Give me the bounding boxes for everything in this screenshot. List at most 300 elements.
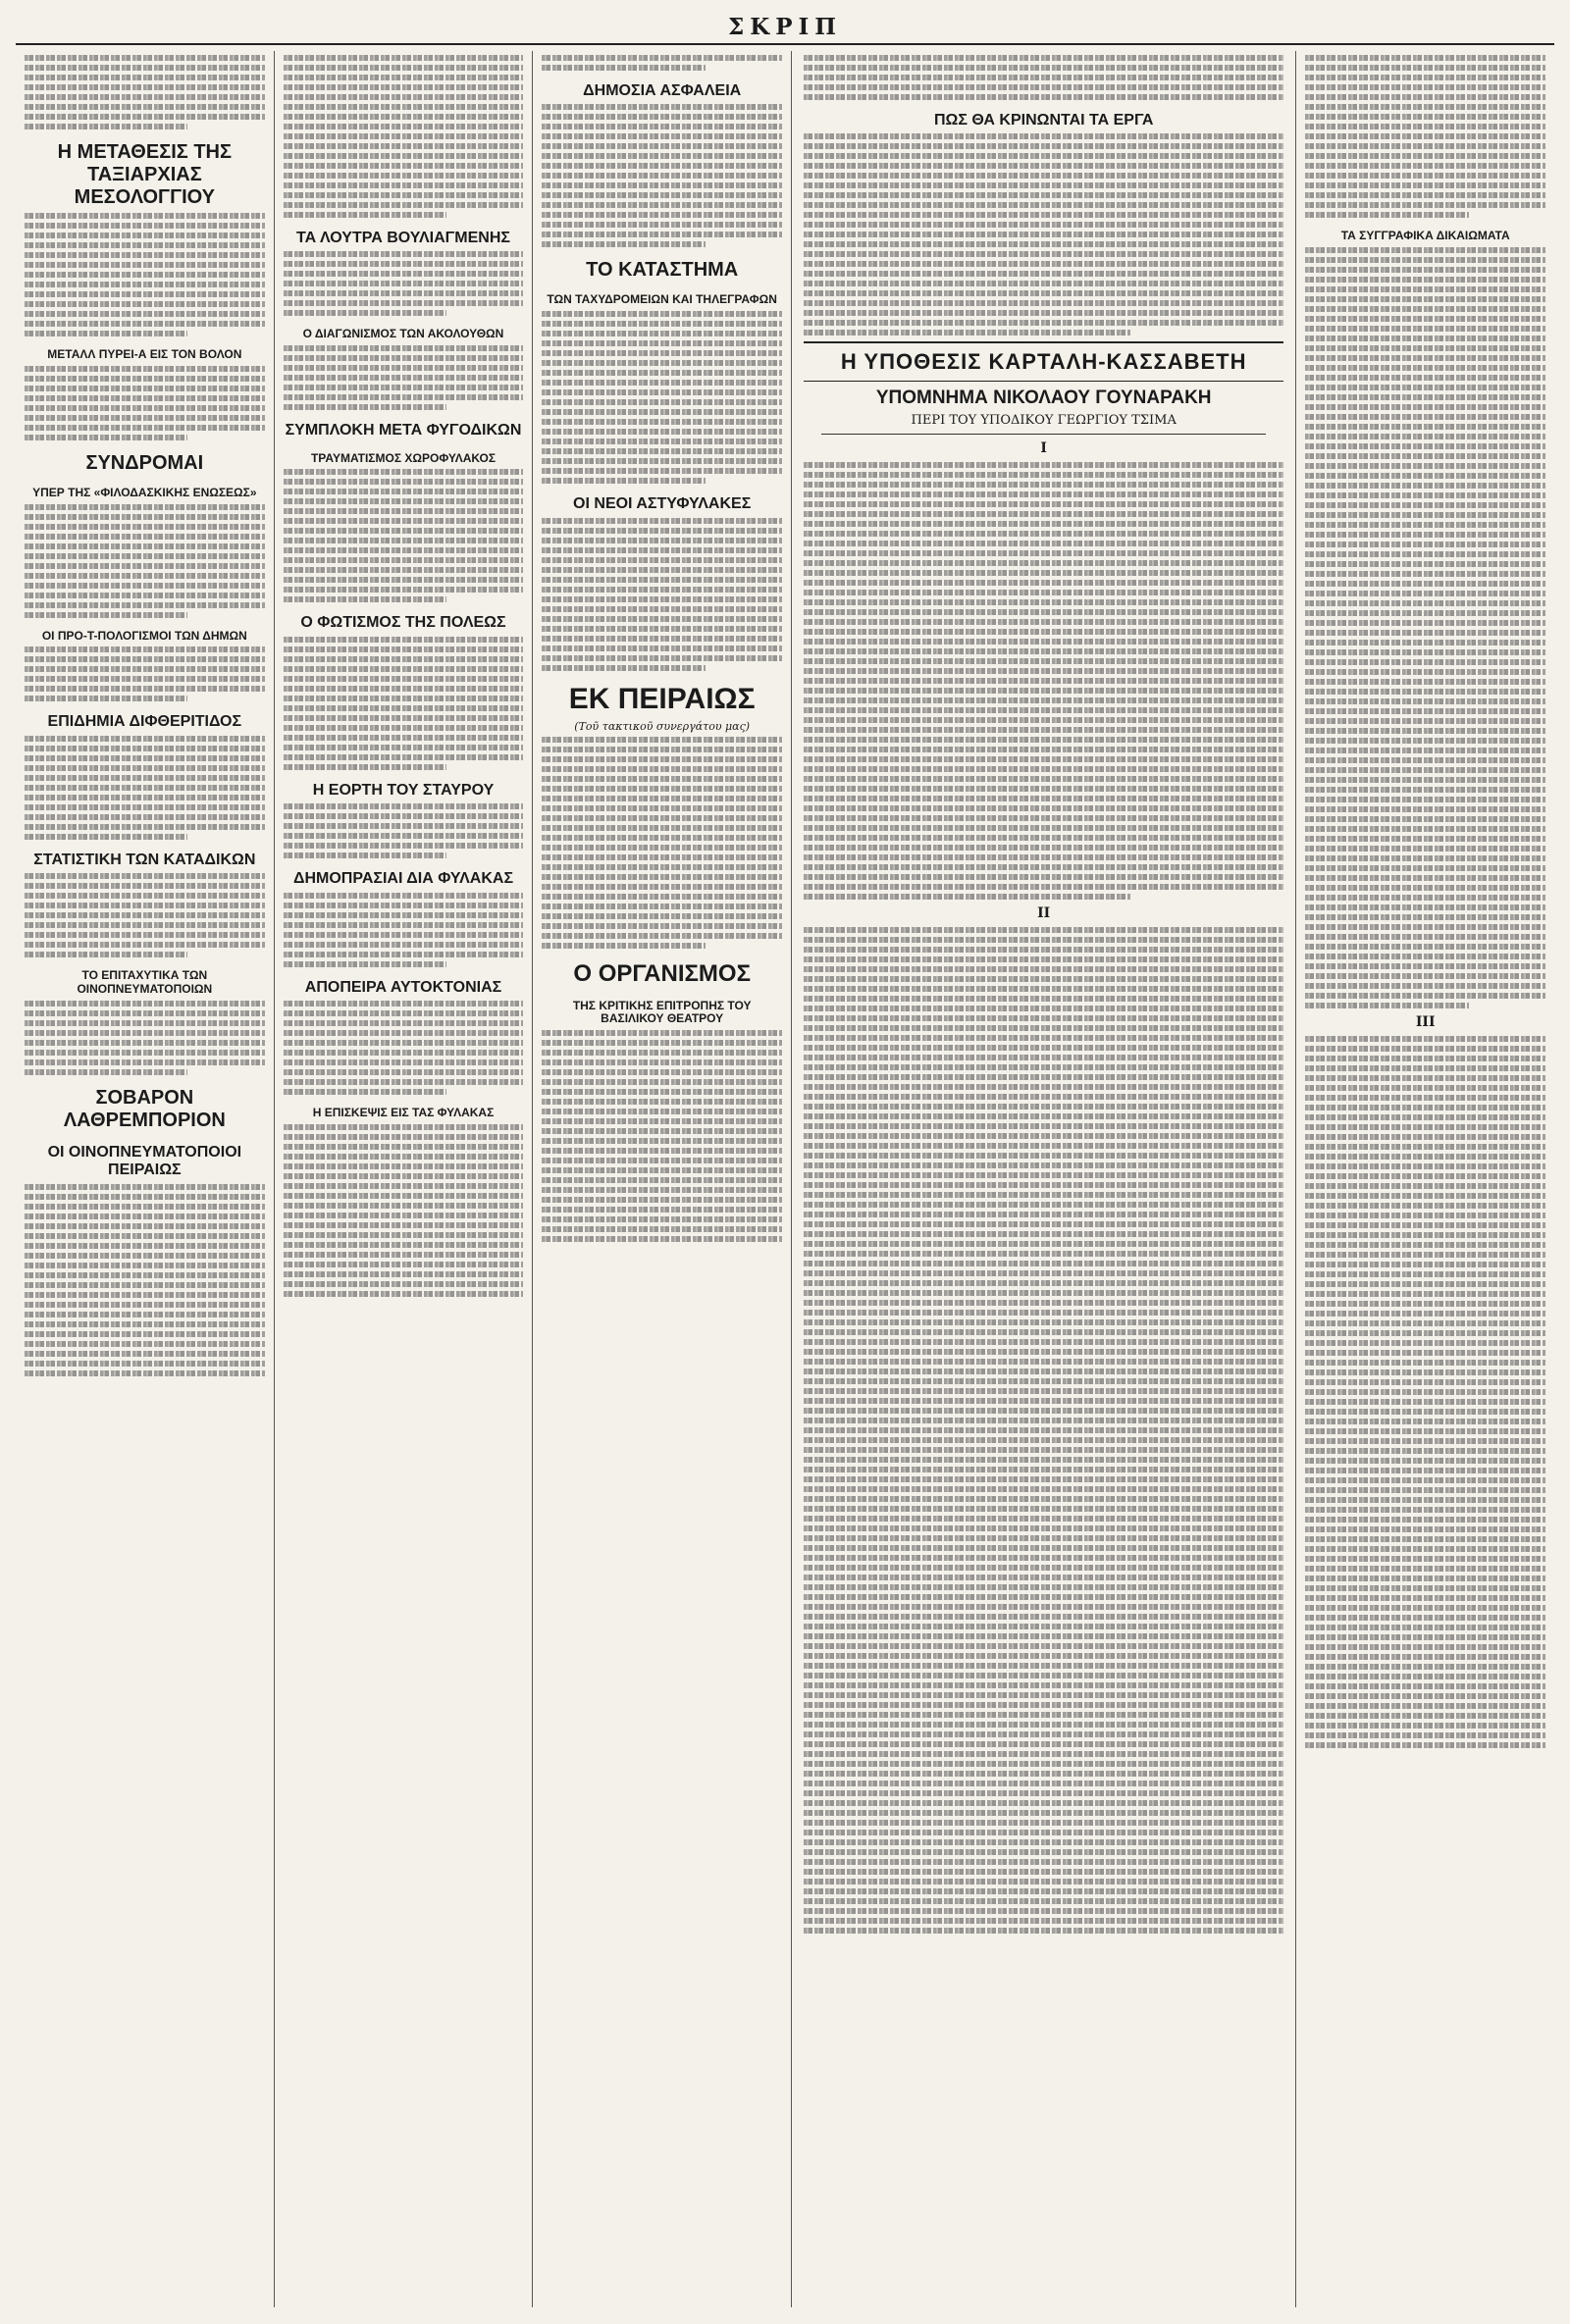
text-line <box>284 1124 524 1130</box>
text-line <box>1305 1281 1545 1287</box>
text-line <box>804 1074 1283 1080</box>
headline: ΜΕΤΑΛΛ ΠΥΡΕΙ-Α ΕΙΣ ΤΟΝ ΒΟΛΟΝ <box>47 347 242 361</box>
text-line <box>804 1751 1283 1757</box>
text-line <box>1305 1409 1545 1415</box>
text-line <box>542 606 782 612</box>
text-line <box>1305 787 1545 793</box>
text-line <box>25 612 187 618</box>
text-line <box>1305 836 1545 842</box>
text-line <box>542 776 782 782</box>
text-line <box>1305 649 1545 655</box>
text-line <box>1305 1536 1545 1542</box>
text-line <box>284 1059 524 1065</box>
headline: ΣΟΒΑΡΟΝ ΛΑΘΡΕΜΠΟΡΙΟΝ <box>63 1086 226 1131</box>
text-line <box>804 766 1283 772</box>
text-line <box>25 1010 265 1016</box>
text-line <box>542 1216 782 1222</box>
text-line <box>1305 1742 1545 1748</box>
text-line <box>284 656 524 662</box>
text-line <box>1305 1271 1545 1277</box>
text-line <box>25 1204 265 1210</box>
text-line <box>542 241 705 247</box>
text-line <box>25 301 265 307</box>
text-line <box>804 84 1283 90</box>
text-line <box>1305 1723 1545 1729</box>
text-line <box>542 133 782 139</box>
text-line <box>804 845 1283 851</box>
text-line <box>284 84 524 90</box>
text-line <box>804 835 1283 841</box>
text-line <box>1305 453 1545 459</box>
text-line <box>1305 1262 1545 1267</box>
text-line <box>1305 885 1545 891</box>
text-line <box>284 212 446 218</box>
text-line <box>542 143 782 149</box>
text-line <box>804 511 1283 517</box>
text-line <box>1305 561 1545 567</box>
text-line <box>284 1010 524 1016</box>
headline: ΔΗΜΟΣΙΑ ΑΣΦΑΛΕΙΑ <box>583 82 742 99</box>
text-line <box>25 593 265 598</box>
text-line <box>804 202 1283 208</box>
text-line <box>284 1222 524 1228</box>
lead-deck: ΠΕΡΙ ΤΟΥ ΥΠΟΔΙΚΟΥ ΓΕΩΡΓΙΟΥ ΤΣΙΜΑ <box>911 413 1177 429</box>
text-line <box>542 1158 782 1163</box>
text-line <box>1305 202 1545 208</box>
text-line <box>284 182 524 188</box>
text-line <box>542 766 782 772</box>
column-6 <box>1296 51 1554 2307</box>
text-line <box>1305 1340 1545 1346</box>
text-line <box>542 913 782 919</box>
text-line <box>1305 1674 1545 1679</box>
text-line <box>1305 1585 1545 1591</box>
text-line <box>1305 630 1545 636</box>
text-line <box>284 1262 524 1267</box>
text-line <box>804 747 1283 752</box>
text-line <box>284 310 446 316</box>
text-line <box>1305 1732 1545 1738</box>
text-line <box>804 1192 1283 1198</box>
text-line <box>1305 522 1545 528</box>
article-body <box>25 873 265 957</box>
text-line <box>284 932 524 938</box>
text-line <box>284 1050 524 1056</box>
text-line <box>804 1457 1283 1463</box>
text-line <box>804 1820 1283 1826</box>
text-line <box>284 528 524 534</box>
text-line <box>284 1040 524 1046</box>
text-line <box>284 394 524 400</box>
text-line <box>284 637 524 643</box>
text-line <box>1305 424 1545 430</box>
headline: ΤΑ ΛΟΥΤΡΑ ΒΟΥΛΙΑΓΜΕΝΗΣ <box>296 230 510 246</box>
text-line <box>25 376 265 382</box>
text-line <box>804 163 1283 169</box>
text-line <box>804 1712 1283 1718</box>
text-line <box>1305 1065 1545 1071</box>
text-line <box>1305 963 1545 969</box>
text-line <box>25 252 265 258</box>
text-line <box>542 65 705 71</box>
text-line <box>542 577 782 583</box>
text-line <box>25 553 265 559</box>
text-line <box>542 468 782 474</box>
text-line <box>804 1398 1283 1404</box>
text-line <box>1305 104 1545 110</box>
text-line <box>25 1069 187 1075</box>
text-line <box>1305 1428 1545 1434</box>
text-line <box>804 290 1283 296</box>
text-line <box>1305 610 1545 616</box>
text-line <box>542 1197 782 1203</box>
text-line <box>542 1050 782 1056</box>
text-line <box>542 864 782 870</box>
text-line <box>1305 659 1545 665</box>
text-line <box>1305 1232 1545 1238</box>
text-line <box>284 1144 524 1150</box>
text-line <box>25 504 265 510</box>
text-line <box>804 786 1283 792</box>
headline: Η ΜΕΤΑΘΕΣΙΣ ΤΗΣ ΤΑΞΙΑΡΧΙΑΣ ΜΕΣΟΛΟΓΓΙΟΥ <box>57 141 232 208</box>
text-line <box>804 182 1283 188</box>
text-line <box>542 55 782 61</box>
text-line <box>804 668 1283 674</box>
text-line <box>542 212 782 218</box>
subheadline: ΤΗΣ ΚΡΙΤΙΚΗΣ ΕΠΙΤΡΟΠΗΣ ΤΟΥ ΒΑΣΙΛΙΚΟΥ ΘΕΑΤΡΟΥ <box>572 998 752 1026</box>
text-line <box>1305 257 1545 263</box>
article-body <box>542 1030 782 1242</box>
text-line <box>284 1242 524 1248</box>
text-line <box>284 290 524 296</box>
text-line <box>284 823 524 829</box>
text-line <box>1305 1163 1545 1169</box>
text-line <box>804 232 1283 237</box>
text-line <box>804 599 1283 605</box>
text-line <box>542 835 782 841</box>
article-body <box>804 133 1283 336</box>
text-line <box>284 1154 524 1160</box>
text-line <box>284 803 524 809</box>
text-line <box>25 814 265 820</box>
text-line <box>25 1030 265 1036</box>
text-line <box>804 1329 1283 1335</box>
text-line <box>1305 1330 1545 1336</box>
text-line <box>25 912 265 918</box>
text-line <box>1305 689 1545 695</box>
text-line <box>25 746 265 751</box>
text-line <box>1305 1526 1545 1532</box>
text-line <box>804 1388 1283 1394</box>
text-line <box>25 755 265 761</box>
text-line <box>804 639 1283 645</box>
text-line <box>804 1731 1283 1737</box>
text-line <box>284 813 524 819</box>
text-line <box>25 824 265 830</box>
text-line <box>25 834 187 840</box>
text-line <box>804 1104 1283 1110</box>
text-line <box>284 538 524 543</box>
text-line <box>804 1319 1283 1325</box>
text-line <box>804 1025 1283 1031</box>
text-line <box>284 557 524 563</box>
text-line <box>284 942 524 948</box>
text-line <box>284 192 524 198</box>
text-line <box>804 1280 1283 1286</box>
text-line <box>804 966 1283 972</box>
text-line <box>284 251 524 257</box>
text-line <box>804 727 1283 733</box>
text-line <box>284 1163 524 1169</box>
text-line <box>1305 542 1545 547</box>
text-line <box>1305 1595 1545 1601</box>
text-line <box>284 903 524 908</box>
text-line <box>1305 404 1545 410</box>
text-line <box>804 300 1283 306</box>
text-line <box>1305 1399 1545 1405</box>
text-line <box>542 646 782 651</box>
text-line <box>25 94 265 100</box>
text-line <box>1305 247 1545 253</box>
headline: ΣΤΑΤΙΣΤΙΚΗ ΤΩΝ ΚΑΤΑΔΙΚΩΝ <box>33 851 256 868</box>
text-line <box>542 655 782 661</box>
text-line <box>804 1359 1283 1365</box>
text-line <box>1305 1693 1545 1699</box>
article-body <box>284 1124 524 1297</box>
text-line <box>25 321 265 327</box>
text-line <box>1305 492 1545 498</box>
text-line <box>284 745 524 750</box>
text-line <box>1305 679 1545 685</box>
text-line <box>542 458 782 464</box>
text-line <box>804 1575 1283 1580</box>
text-line <box>284 1252 524 1258</box>
text-line <box>1305 728 1545 734</box>
text-line <box>542 153 782 159</box>
text-line <box>804 1133 1283 1139</box>
text-line <box>1305 738 1545 744</box>
text-line <box>25 1184 265 1190</box>
text-line <box>1305 826 1545 832</box>
text-line <box>25 666 265 672</box>
text-line <box>804 688 1283 694</box>
text-line <box>804 1339 1283 1345</box>
headline: ΤΟ ΚΑΤΑΣΤΗΜΑ <box>586 259 739 282</box>
text-line <box>804 1202 1283 1208</box>
text-line <box>25 1351 265 1357</box>
text-line <box>284 75 524 80</box>
text-line <box>804 501 1283 507</box>
text-line <box>1305 375 1545 381</box>
text-line <box>804 894 1130 900</box>
text-line <box>804 1830 1283 1835</box>
text-line <box>1305 1448 1545 1454</box>
text-line <box>25 583 265 589</box>
text-line <box>284 94 524 100</box>
text-line <box>804 937 1283 943</box>
text-line <box>25 676 265 682</box>
text-line <box>804 1496 1283 1502</box>
text-line <box>804 1408 1283 1414</box>
text-line <box>284 952 524 957</box>
text-line <box>284 404 446 410</box>
text-line <box>804 1035 1283 1041</box>
text-line <box>804 241 1283 247</box>
text-line <box>284 489 524 494</box>
text-line <box>1305 173 1545 179</box>
text-line <box>1305 502 1545 508</box>
text-line <box>804 1447 1283 1453</box>
text-line <box>284 567 524 573</box>
text-line <box>804 947 1283 953</box>
text-line <box>804 1241 1283 1247</box>
text-line <box>804 251 1283 257</box>
article-body <box>284 803 524 858</box>
text-line <box>25 922 265 928</box>
masthead: ΣΚΡΙΠ <box>16 14 1554 45</box>
article-body <box>284 469 524 602</box>
text-line <box>25 223 265 229</box>
text-line <box>25 1370 265 1376</box>
text-line <box>542 567 782 573</box>
text-line <box>25 873 265 879</box>
text-line <box>25 213 265 219</box>
text-line <box>1305 1625 1545 1630</box>
text-line <box>804 212 1283 218</box>
text-line <box>542 538 782 543</box>
article-body <box>804 462 1283 900</box>
text-line <box>25 1253 265 1259</box>
text-line <box>542 478 705 484</box>
text-line <box>1305 708 1545 714</box>
headline: ΑΠΟΠΕΙΡΑ ΑΥΤΟΚΤΟΝΙΑΣ <box>304 978 502 996</box>
text-line <box>1305 816 1545 822</box>
text-line <box>284 469 524 475</box>
text-line <box>1305 806 1545 812</box>
columns <box>16 51 1554 2307</box>
lead-headline: Η ΥΠΟΘΕΣΙΣ ΚΑΡΤΑΛΗ-ΚΑΣΣΑΒΕΤΗ <box>804 341 1283 382</box>
text-line <box>804 1643 1283 1649</box>
text-line <box>1305 1311 1545 1317</box>
text-line <box>542 1118 782 1124</box>
text-line <box>542 587 782 593</box>
text-line <box>1305 757 1545 763</box>
text-line <box>1305 1644 1545 1650</box>
text-line <box>804 805 1283 811</box>
text-line <box>1305 267 1545 273</box>
text-line <box>25 1341 265 1347</box>
text-line <box>804 707 1283 713</box>
text-line <box>804 1790 1283 1796</box>
text-line <box>542 182 782 188</box>
text-line <box>1305 1517 1545 1523</box>
text-line <box>25 114 265 120</box>
text-line <box>804 1781 1283 1786</box>
text-line <box>804 550 1283 556</box>
text-line <box>542 786 782 792</box>
text-line <box>284 596 446 602</box>
text-line <box>284 281 524 286</box>
text-line <box>25 785 265 791</box>
text-line <box>542 874 782 880</box>
text-line <box>804 1516 1283 1522</box>
text-line <box>284 300 524 306</box>
text-line <box>1305 182 1545 188</box>
text-line <box>25 1020 265 1026</box>
text-line <box>804 658 1283 664</box>
text-line <box>25 696 187 701</box>
text-line <box>542 756 782 762</box>
text-line <box>25 952 187 957</box>
text-line <box>284 1291 524 1297</box>
text-line <box>25 415 265 421</box>
text-line <box>284 261 524 267</box>
headline: Ο ΔΙΑΓΩΝΙΣΜΟΣ ΤΩΝ ΑΚΟΛΟΥΘΩΝ <box>302 327 504 341</box>
text-line <box>1305 153 1545 159</box>
text-line <box>542 389 782 395</box>
text-line <box>804 1094 1283 1100</box>
text-line <box>1305 1379 1545 1385</box>
text-line <box>1305 1713 1545 1719</box>
article-body <box>1305 247 1545 1008</box>
article-body <box>542 311 782 484</box>
text-line <box>1305 1154 1545 1160</box>
text-line <box>542 518 782 524</box>
text-line <box>804 1172 1283 1178</box>
text-line <box>1305 55 1545 61</box>
text-line <box>1305 1350 1545 1356</box>
subheadline: ΤΡΑΥΜΑΤΙΣΜΟΣ ΧΩΡΟΦΥΛΑΚΟΣ <box>310 450 497 465</box>
text-line <box>542 815 782 821</box>
text-line <box>804 1673 1283 1678</box>
text-line <box>542 1207 782 1213</box>
text-line <box>542 1089 782 1095</box>
text-line <box>804 1879 1283 1885</box>
article-body <box>25 646 265 701</box>
text-line <box>804 815 1283 821</box>
article-body <box>284 1001 524 1095</box>
text-line <box>284 133 524 139</box>
text-line <box>284 686 524 692</box>
text-line <box>1305 698 1545 704</box>
headline: ΕΚ ΠΕΙΡΑΙΩΣ <box>568 682 756 715</box>
text-line <box>804 1653 1283 1659</box>
text-line <box>284 833 524 839</box>
text-line <box>284 764 446 770</box>
text-line <box>542 1030 782 1036</box>
text-line <box>804 619 1283 625</box>
text-line <box>284 1134 524 1140</box>
text-line <box>542 854 782 860</box>
text-line <box>284 754 524 760</box>
text-line <box>1305 600 1545 606</box>
text-line <box>284 922 524 928</box>
article-body <box>25 1184 265 1376</box>
text-line <box>804 1113 1283 1119</box>
article-body <box>284 345 524 410</box>
text-line <box>804 1584 1283 1590</box>
text-line <box>25 405 265 411</box>
text-line <box>804 1663 1283 1669</box>
text-line <box>25 395 265 401</box>
text-line <box>1305 1468 1545 1473</box>
text-line <box>542 1109 782 1114</box>
text-line <box>25 55 265 61</box>
text-line <box>542 747 782 752</box>
text-line <box>284 498 524 504</box>
text-line <box>542 1138 782 1144</box>
text-line <box>804 956 1283 962</box>
